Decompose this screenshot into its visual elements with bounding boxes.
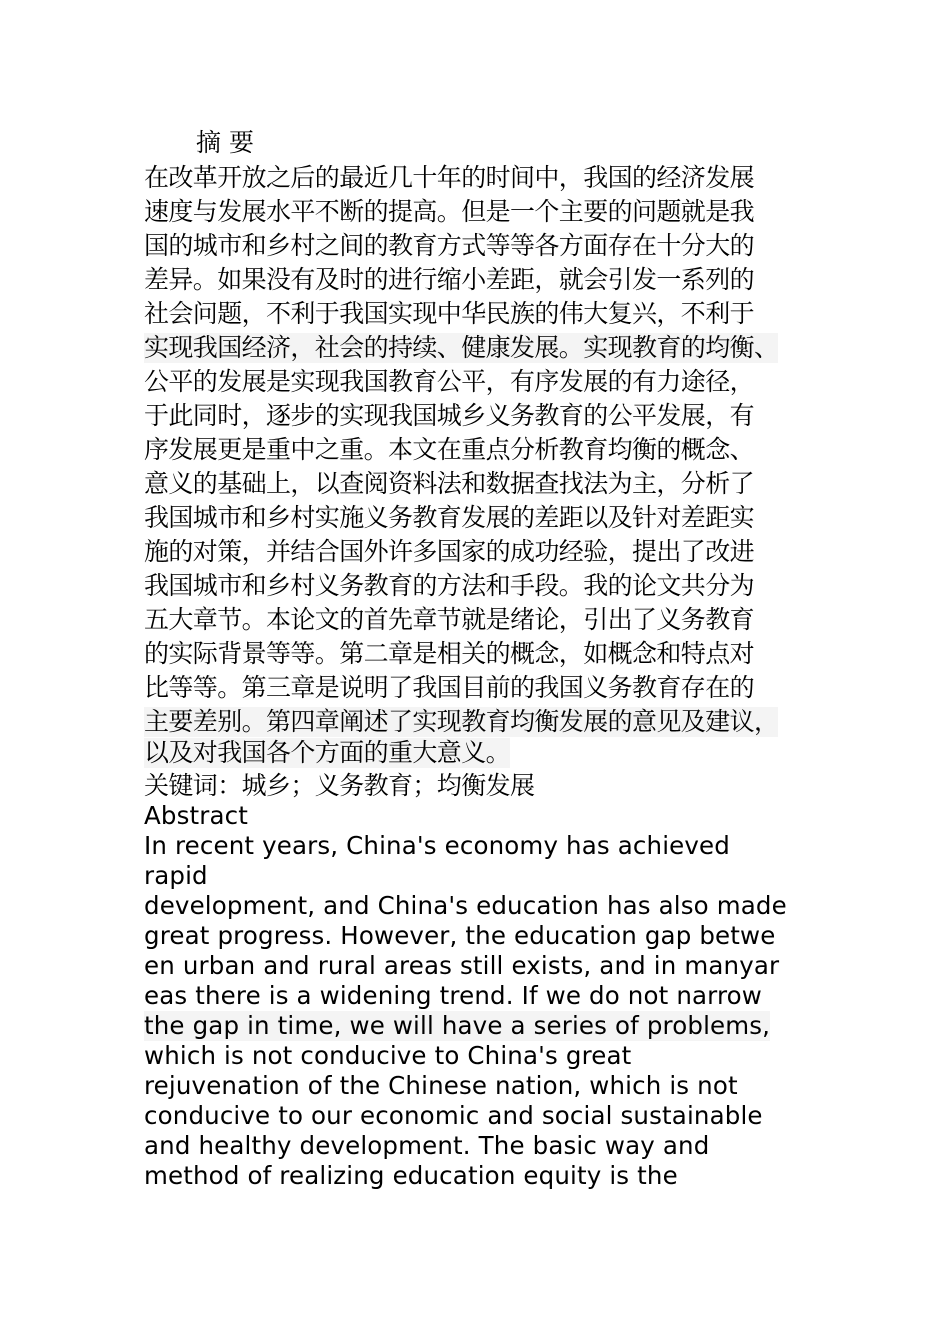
abstract-en-line: development, and China's education has also made — [144, 891, 787, 920]
abstract-en-line: method of realizing education equity is the — [144, 1161, 678, 1190]
abstract-en-line: In recent years, China's economy has achieved — [144, 831, 730, 860]
abstract-cn-line: 实现我国经济，社会的持续、健康发展。实现教育的均衡、 — [144, 333, 779, 362]
abstract-cn-line: 五大章节。本论文的首先章节就是绪论，引出了义务教育 — [144, 605, 755, 634]
abstract-cn-line: 意义的基础上，以查阅资料法和数据查找法为主，分析了 — [144, 469, 755, 498]
abstract-cn-line: 以及对我国各个方面的重大意义。 — [144, 738, 511, 767]
abstract-en-line: the gap in time, we will have a series of problems, — [144, 1011, 771, 1040]
abstract-cn-line: 我国城市和乡村义务教育的方法和手段。我的论文共分为 — [144, 571, 755, 600]
abstract-cn-line: 序发展更是重中之重。本文在重点分析教育均衡的概念、 — [144, 435, 755, 464]
abstract-cn-line: 国的城市和乡村之间的教育方式等等各方面存在十分大的 — [144, 231, 755, 260]
abstract-en-line: which is not conducive to China's great — [144, 1041, 632, 1070]
abstract-en-line: and healthy development. The basic way and — [144, 1131, 710, 1160]
abstract-cn-line: 的实际背景等等。第二章是相关的概念，如概念和特点对 — [144, 639, 755, 668]
abstract-cn-title: 摘 要 — [196, 128, 254, 157]
keywords-line: 关键词：城乡；义务教育；均衡发展 — [144, 771, 535, 800]
abstract-cn-line: 差异。如果没有及时的进行缩小差距，就会引发一系列的 — [144, 265, 755, 294]
abstract-cn-line: 社会问题，不利于我国实现中华民族的伟大复兴，不利于 — [144, 299, 755, 328]
abstract-en-line: conducive to our economic and social sustainable — [144, 1101, 763, 1130]
abstract-en-line: great progress. However, the education gap betwe — [144, 921, 776, 950]
abstract-en-line: rejuvenation of the Chinese nation, which is not — [144, 1071, 738, 1100]
abstract-en-line: eas there is a widening trend. If we do not narrow — [144, 981, 762, 1010]
abstract-cn-line: 于此同时，逐步的实现我国城乡义务教育的公平发展，有 — [144, 401, 755, 430]
abstract-cn-line: 主要差别。第四章阐述了实现教育均衡发展的意见及建议， — [144, 707, 779, 736]
abstract-cn-line: 施的对策，并结合国外许多国家的成功经验，提出了改进 — [144, 537, 755, 566]
abstract-en-title: Abstract — [144, 801, 249, 830]
abstract-en-line: rapid — [144, 861, 208, 890]
abstract-cn-line: 在改革开放之后的最近几十年的时间中，我国的经济发展 — [144, 163, 755, 192]
abstract-cn-line: 比等等。第三章是说明了我国目前的我国义务教育存在的 — [144, 673, 755, 702]
abstract-cn-line: 速度与发展水平不断的提高。但是一个主要的问题就是我 — [144, 197, 755, 226]
abstract-en-line: en urban and rural areas still exists, and in manyar — [144, 951, 780, 980]
abstract-cn-line: 我国城市和乡村实施义务教育发展的差距以及针对差距实 — [144, 503, 755, 532]
abstract-cn-line: 公平的发展是实现我国教育公平，有序发展的有力途径， — [144, 367, 755, 396]
